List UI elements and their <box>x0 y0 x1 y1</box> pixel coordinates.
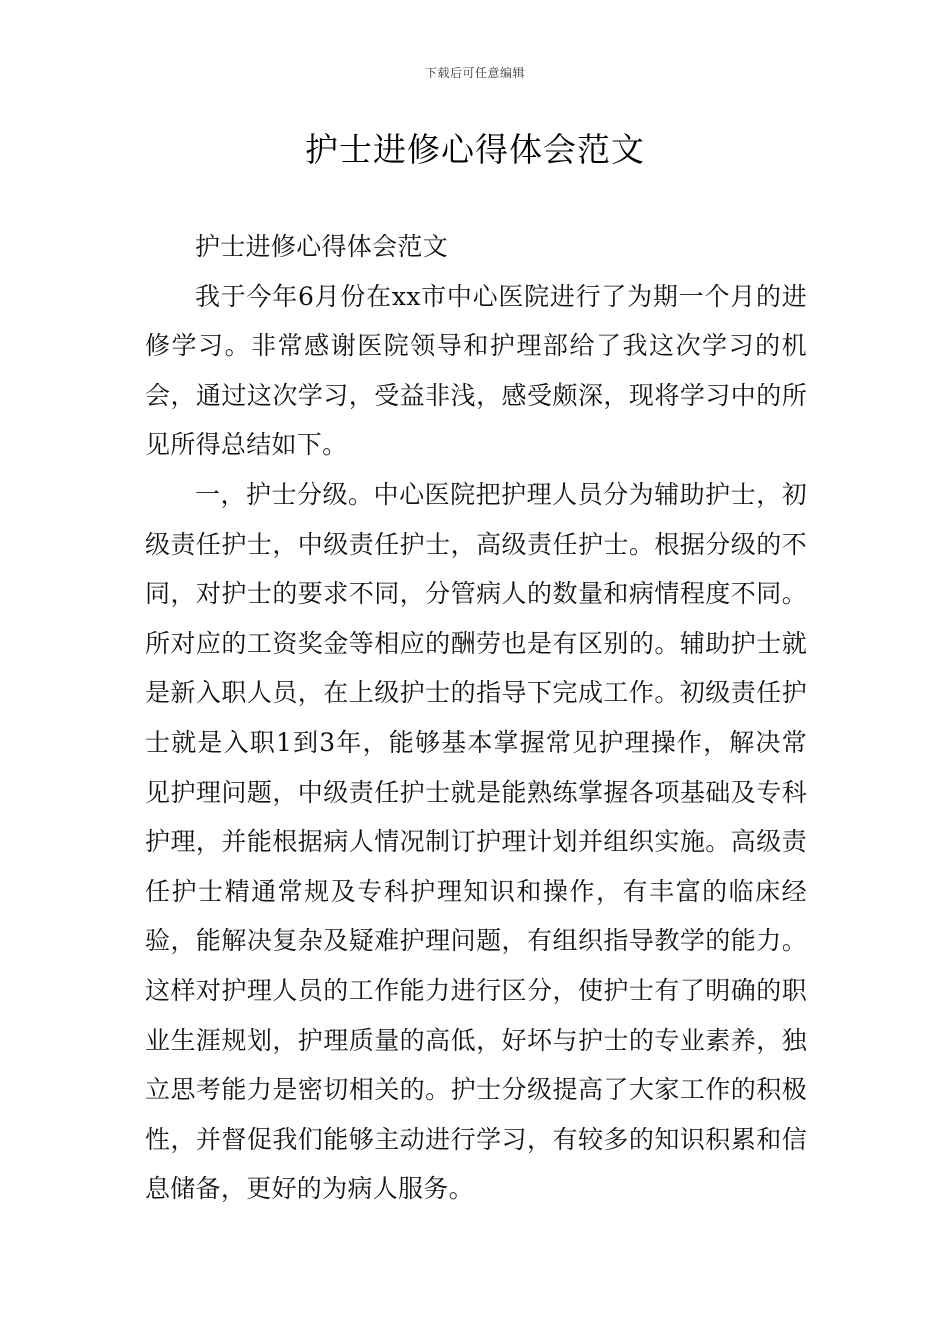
header-note: 下载后可任意编辑 <box>424 66 525 80</box>
document-title: 护士进修心得体会范文 <box>305 130 645 169</box>
paragraph-nurse-grading: 一，护士分级。中心医院把护理人员分为辅助护士，初级责任护士，中级责任护士，高级责任护士。根据分级的不同，对护士的要求不同，分管病人的数量和病情程度不同。所对应的工资奖金等相应的酬劳也是有区别的。辅助护士就是新入职人员，在上级护士的指导下完成工作。初级责任护士就是入职1到3年，能够基本掌握常见护理操作，解决常见护理问题，中级责任护士就是能熟练掌握各项基础及专科护理，并能根据病人情况制订护理计划并组织实施。高级责任护士精通常规及专科护理知识和操作，有丰富的临床经验，能解决复杂及疑难护理问题，有组织指导教学的能力。这样对护理人员的工作能力进行区分，使护士有了明确的职业生涯规划，护理质量的高低，好坏与护士的专业素养，独立思考能力是密切相关的。护士分级提高了大家工作的积极性，并督促我们能够主动进行学习，有较多的知识积累和信息储备，更好的为病人服务。 <box>145 479 807 1204</box>
paragraph-intro: 我于今年6月份在xx市中心医院进行了为期一个月的进修学习。非常感谢医院领导和护理部给了我这次学习的机会，通过这次学习，受益非浅，感受颇深，现将学习中的所见所得总结如下。 <box>145 281 807 460</box>
paragraph-subtitle: 护士进修心得体会范文 <box>195 232 449 261</box>
document-body <box>145 222 807 1214</box>
